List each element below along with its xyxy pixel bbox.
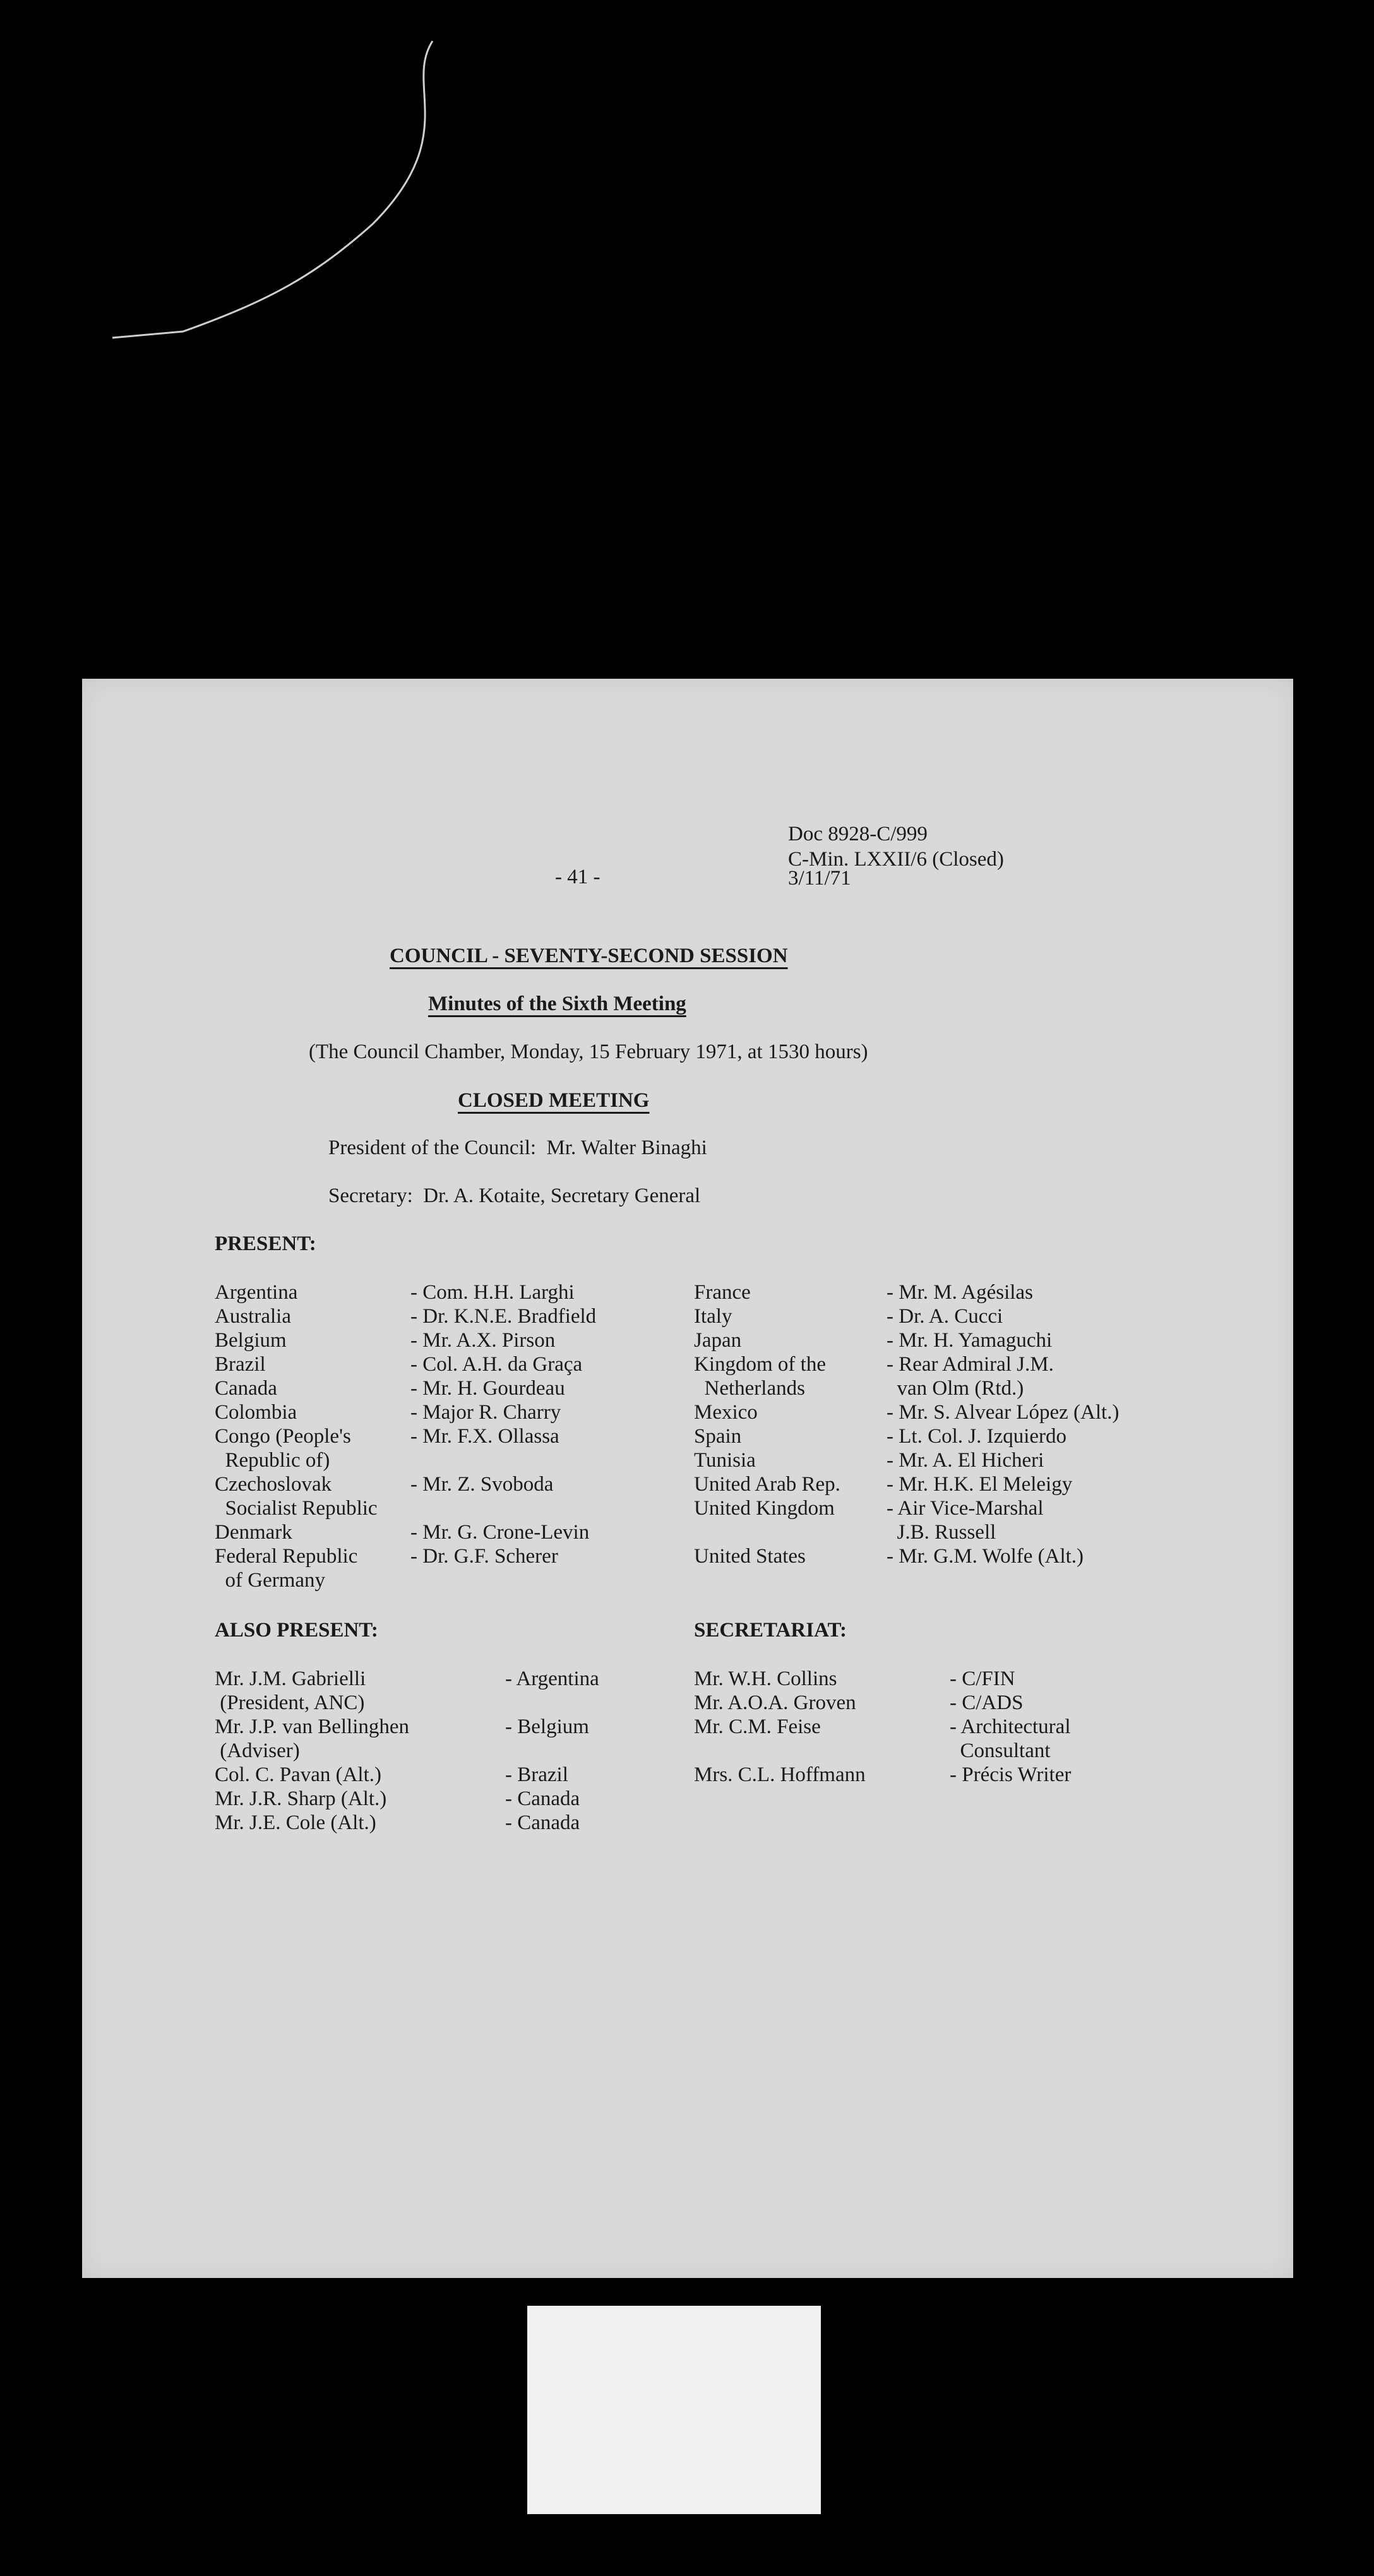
list-item: (Adviser) <box>215 1739 300 1762</box>
list-item: United Kingdom - Air Vice-Marshal <box>694 1497 1044 1520</box>
list-item: Denmark - Mr. G. Crone-Levin <box>215 1521 590 1544</box>
list-item: Argentina - Com. H.H. Larghi <box>215 1281 575 1304</box>
page-number: - 41 - <box>555 866 600 888</box>
list-item: Mr. J.P. van Bellinghen - Belgium <box>215 1715 589 1738</box>
meeting-place: (The Council Chamber, Monday, 15 February 1971, at 1530 hours) <box>309 1041 868 1063</box>
list-item: Mr. J.R. Sharp (Alt.) - Canada <box>215 1787 580 1810</box>
list-item: United Arab Rep. - Mr. H.K. El Meleigy <box>694 1473 1073 1496</box>
list-item: (President, ANC) <box>215 1691 365 1714</box>
document-page: Doc 8928-C/999 C-Min. LXXII/6 (Closed) - 41 - 3/11/71 COUNCIL - SEVENTY-SECOND SESSION Minutes of the Sixth Meeting (The Council Chamber, Monday, 15 February 1971, at 1530 hours) CLOSED MEETING President of the Council: Mr. Walter Binaghi Secretary: Dr. A. Kotaite, Secretary General PRESENT: Argentina - Com. H.H. Larghi Australia - Dr. K.N.E. Bradfield Belgium - Mr. A.X. Pirson Brazil - Col. A.H. da Graça Canada - Mr. H. Gourdeau Colombia - Major R. Charry Congo (People's - Mr. F.X. Ollassa Republic of) Czechoslovak - Mr. Z. Svoboda Socialist Republic Denmark - Mr. G. Crone-Levin Federal Republic - Dr. G.F. Scherer of Germany France - Mr. M. Agésilas Italy - Dr. A. Cucci Japan - Mr. H. Yamaguchi Kingdom of the - Rear Admiral J.M. Netherlands van Olm (Rtd.) Mexico - Mr. S. Alvear López (Alt.) Spain - Lt. Col. J. Izquierdo Tunisia - Mr. A. El Hicheri United Arab Rep. - Mr. H.K. El Meleigy United Kingdom - Air Vice-Marshal J.B. Russell United States - Mr. G.M. Wolfe (Alt.) ALSO PRESENT: SECRETARIAT: Mr. J.M. Gabrielli - Argentina (President, ANC) Mr. J.P. van Bellinghen - Belgium (Adviser) Col. C. Pavan (Alt.) - Brazil Mr. J.R. Sharp (Alt.) - Canada Mr. J.E. Cole (Alt.) - Canada Mr. W.H. Collins - C/FIN Mr. A.O.A. Groven - C/ADS Mr. C.M. Feise - Architectural Consultant Mrs. C.L. Hoffmann - Précis Writer <box>82 679 1293 2278</box>
list-item: Czechoslovak - Mr. Z. Svoboda <box>215 1473 554 1496</box>
list-item: Belgium - Mr. A.X. Pirson <box>215 1329 556 1352</box>
list-item: Netherlands van Olm (Rtd.) <box>694 1377 1024 1400</box>
list-item: Kingdom of the - Rear Admiral J.M. <box>694 1353 1054 1376</box>
list-item: France - Mr. M. Agésilas <box>694 1281 1033 1304</box>
secretary-line: Secretary: Dr. A. Kotaite, Secretary General <box>328 1184 701 1207</box>
list-item: Canada - Mr. H. Gourdeau <box>215 1377 565 1400</box>
closed-meeting-heading: CLOSED MEETING <box>458 1089 650 1112</box>
list-item: Mr. J.E. Cole (Alt.) - Canada <box>215 1811 580 1834</box>
list-item: Federal Republic - Dr. G.F. Scherer <box>215 1545 558 1568</box>
list-item: Mr. A.O.A. Groven - C/ADS <box>694 1691 1024 1714</box>
doc-number: Doc 8928-C/999 <box>788 823 928 845</box>
secretariat-heading: SECRETARIAT: <box>694 1619 847 1642</box>
list-item: Tunisia - Mr. A. El Hicheri <box>694 1449 1044 1472</box>
list-item: Col. C. Pavan (Alt.) - Brazil <box>215 1763 568 1786</box>
list-item: Spain - Lt. Col. J. Izquierdo <box>694 1425 1067 1448</box>
blank-target-card <box>527 2306 821 2514</box>
list-item: of Germany <box>215 1569 326 1592</box>
president-line: President of the Council: Mr. Walter Binaghi <box>328 1136 707 1159</box>
also-present-heading: ALSO PRESENT: <box>215 1619 378 1642</box>
meeting-title: Minutes of the Sixth Meeting <box>428 993 686 1015</box>
list-item: Colombia - Major R. Charry <box>215 1401 561 1424</box>
doc-date: 3/11/71 <box>788 867 851 890</box>
list-item: Congo (People's - Mr. F.X. Ollassa <box>215 1425 559 1448</box>
list-item: Brazil - Col. A.H. da Graça <box>215 1353 583 1376</box>
list-item: Socialist Republic <box>215 1497 378 1520</box>
list-item: Republic of) <box>215 1449 330 1472</box>
list-item: Australia - Dr. K.N.E. Bradfield <box>215 1305 597 1328</box>
minutes-reference: C-Min. LXXII/6 (Closed) <box>788 848 1004 871</box>
list-item: Mr. W.H. Collins - C/FIN <box>694 1667 1015 1690</box>
list-item: Japan - Mr. H. Yamaguchi <box>694 1329 1053 1352</box>
list-item: Mexico - Mr. S. Alvear López (Alt.) <box>694 1401 1120 1424</box>
list-item: United States - Mr. G.M. Wolfe (Alt.) <box>694 1545 1084 1568</box>
list-item: Mr. C.M. Feise - Architectural <box>694 1715 1071 1738</box>
session-title: COUNCIL - SEVENTY-SECOND SESSION <box>390 945 788 967</box>
list-item: Italy - Dr. A. Cucci <box>694 1305 1003 1328</box>
list-item: Mrs. C.L. Hoffmann - Précis Writer <box>694 1763 1072 1786</box>
present-heading: PRESENT: <box>215 1232 316 1255</box>
scan-scratch <box>107 35 461 350</box>
list-item: Mr. J.M. Gabrielli - Argentina <box>215 1667 599 1690</box>
